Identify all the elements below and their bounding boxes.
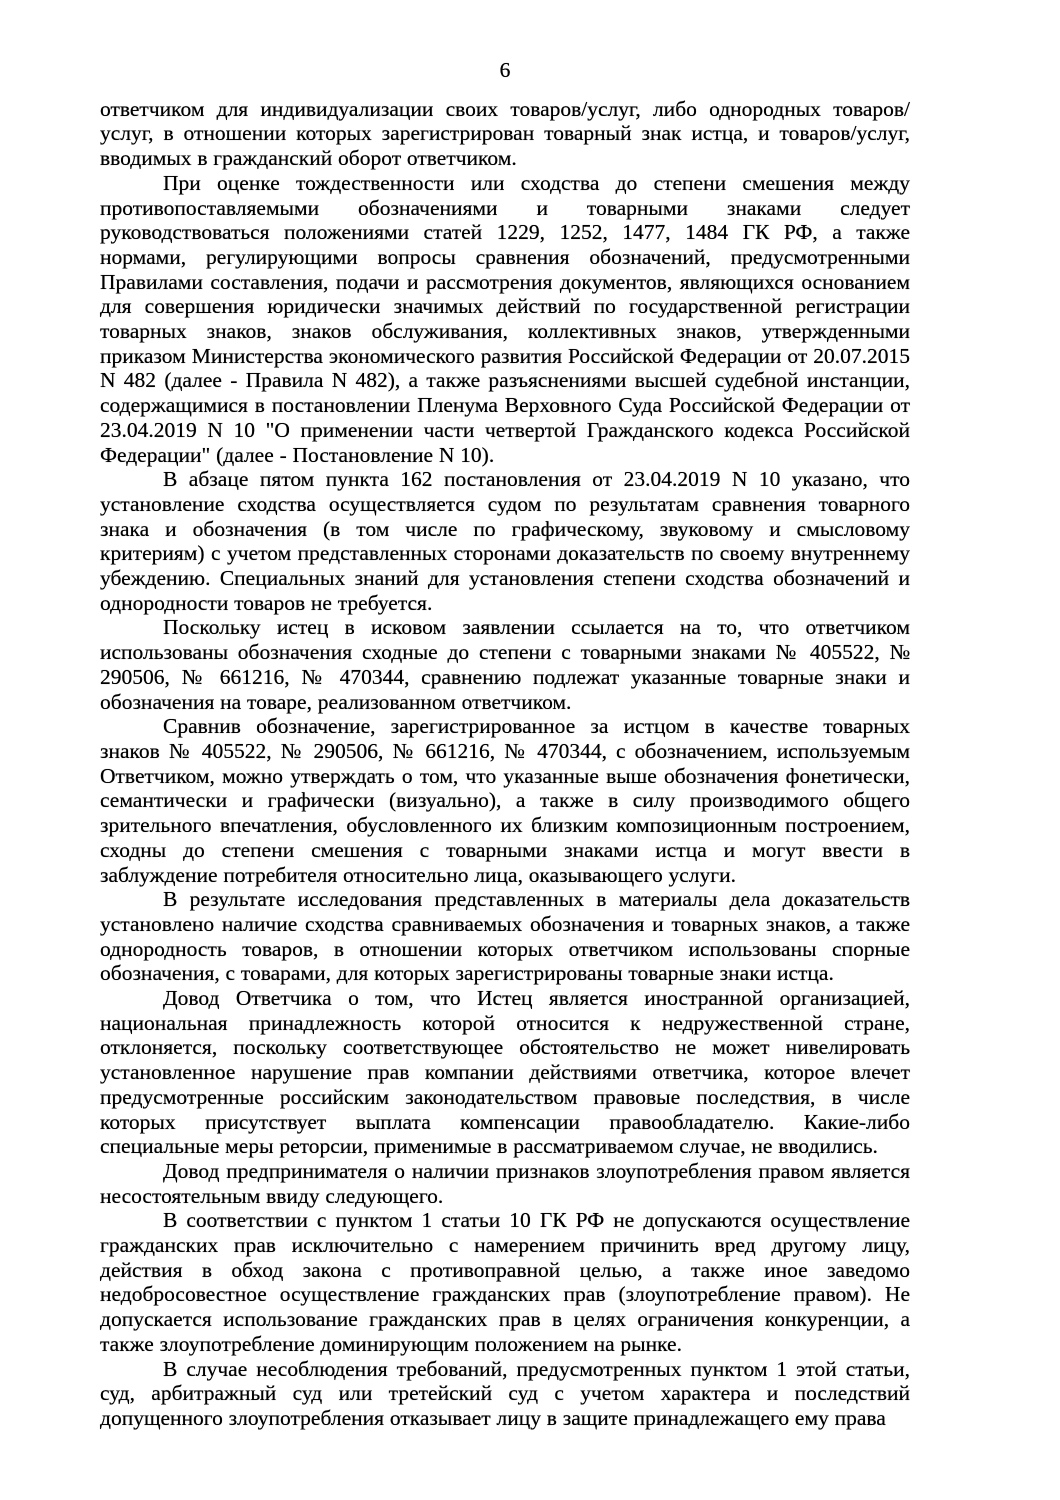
paragraph: Довод Ответчика о том, что Истец является иностранной организацией, национальная принадлежность которой относится к недружественной стране, отклоняется, поскольку соответствующее обстоятельство не может нивелировать установленное нарушение прав компании действиями ответчика, которое влечет предусмотренные российским законодательством правовые последствия, в числе которых присутствует выплата компенсации правообладателю. Какие-либо специальные меры реторсии, применимые в рассматриваемом случае, не вводились.	[100, 986, 910, 1159]
document-body	[100, 97, 910, 1431]
paragraph: В случае несоблюдения требований, предусмотренных пунктом 1 этой статьи, суд, арбитражный суд или третейский суд с учетом характера и последствий допущенного злоупотребления отказывает лицу в защите принадлежащего ему права	[100, 1356, 910, 1430]
page-number: 6	[499, 58, 511, 82]
paragraph: Сравнив обозначение, зарегистрированное за истцом в качестве товарных знаков № 405522, № 290506, № 661216, № 470344, с обозначением, используемым Ответчиком, можно утверждать о том, что указанные выше обозначения фонетически, семантически и графически (визуально), а также в силу производимого общего зрительного впечатления, обусловленного их близким композиционным построением, сходны до степени смешения с товарными знаками истца и могут ввести в заблуждение потребителя относительно лица, оказывающего услуги.	[100, 714, 910, 887]
paragraph: В результате исследования представленных в материалы дела доказательств установлено наличие сходства сравниваемых обозначения и товарных знаков, а также однородность товаров, в отношении которых ответчиком использованы спорные обозначения, с товарами, для которых зарегистрированы товарные знаки истца.	[100, 887, 910, 986]
paragraph: Довод предпринимателя о наличии признаков злоупотребления правом является несостоятельным ввиду следующего.	[100, 1158, 910, 1208]
paragraph: Поскольку истец в исковом заявлении ссылается на то, что ответчиком использованы обозначения сходные до степени с товарными знаками № 405522, № 290506, № 661216, № 470344, сравнению подлежат указанные товарные знаки и обозначения на товаре, реализованном ответчиком.	[100, 615, 910, 714]
paragraph: В соответствии с пунктом 1 статьи 10 ГК РФ не допускаются осуществление гражданских прав исключительно с намерением причинить вред другому лицу, действия в обход закона с противоправной целью, а также иное заведомо недобросовестное осуществление гражданских прав (злоупотребление правом). Не допускается использование гражданских прав в целях ограничения конкуренции, а также злоупотребление доминирующим положением на рынке.	[100, 1208, 910, 1356]
paragraph: В абзаце пятом пункта 162 постановления от 23.04.2019 N 10 указано, что установление сходства осуществляется судом по результатам сравнения товарного знака и обозначения (в том числе по графическому, звуковому и смысловому критериям) с учетом представленных сторонами доказательств по своему внутреннему убеждению. Специальных знаний для установления степени сходства обозначений и однородности товаров не требуется.	[100, 467, 910, 615]
paragraph: При оценке тождественности или сходства до степени смешения между противопоставляемыми обозначениями и товарными знаками следует руководствоваться положениями статей 1229, 1252, 1477, 1484 ГК РФ, а также нормами, регулирующими вопросы сравнения обозначений, предусмотренными Правилами составления, подачи и рассмотрения документов, являющихся основанием для совершения юридически значимых действий по государственной регистрации товарных знаков, знаков обслуживания, коллективных знаков, утвержденными приказом Министерства экономического развития Российской Федерации от 20.07.2015 N 482 (далее - Правила N 482), а также разъяснениями высшей судебной инстанции, содержащимися в постановлении Пленума Верховного Суда Российской Федерации от 23.04.2019 N 10 "О применении части четвертой Гражданского кодекса Российской Федерации" (далее - Постановление N 10).	[100, 170, 910, 467]
paragraph-continuation: ответчиком для индивидуализации своих товаров/услуг, либо однородных товаров/услуг, в отношении которых зарегистрирован товарный знак истца, и товаров/услуг, вводимых в гражданский оборот ответчиком.	[100, 96, 910, 171]
